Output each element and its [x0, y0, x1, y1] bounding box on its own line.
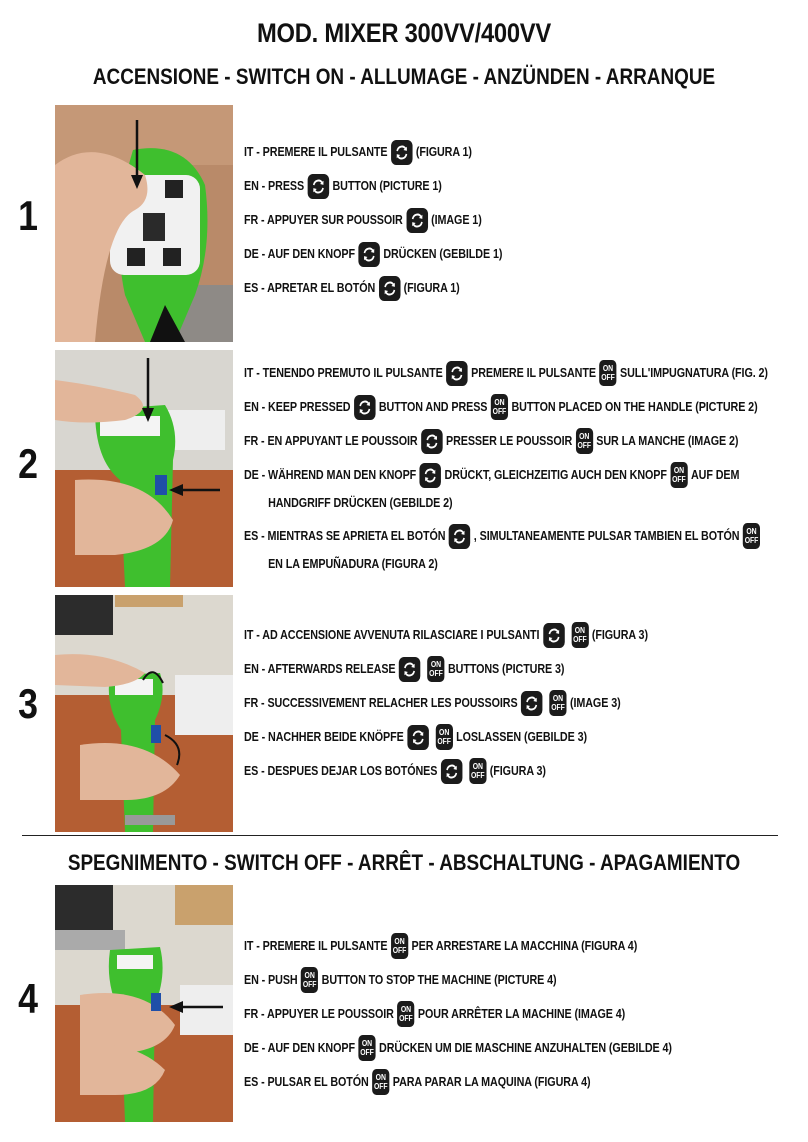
step-3-number: 3 [18, 680, 38, 727]
step-3-es: ES - DESPUES DEJAR LOS BOTÓNES ON OFF (FIGURA 3) [244, 757, 546, 785]
cycle-arrows-icon [446, 361, 468, 386]
step-1-it: IT - PREMERE IL PULSANTE (FIGURA 1) [244, 138, 472, 166]
cycle-arrows-icon [399, 657, 421, 682]
step-4-en: EN - PUSH ON OFF BUTTON TO STOP THE MACHINE (PICTURE 4) [244, 966, 557, 994]
on-off-icon: ON OFF [670, 462, 687, 488]
step-4-es: ES - PULSAR EL BOTÓN ON OFF PARA PARAR LA MAQUINA (FIGURA 4) [244, 1068, 590, 1096]
cycle-arrows-icon [407, 725, 429, 750]
on-off-icon: ON OFF [743, 523, 760, 549]
on-off-icon: ON OFF [436, 724, 453, 750]
cycle-arrows-icon [358, 242, 380, 267]
cycle-arrows-icon [391, 140, 413, 165]
step-3-de: DE - NACHHER BEIDE KNÖPFE ON OFF LOSLASSEN (GEBILDE 3) [244, 723, 587, 751]
cycle-arrows-icon [379, 276, 401, 301]
step-1-de: DE - AUF DEN KNOPF DRÜCKEN (GEBILDE 1) [244, 240, 502, 268]
cycle-arrows-icon [449, 524, 471, 549]
on-off-icon: ON OFF [372, 1069, 389, 1095]
step-2-fr: FR - EN APPUYANT LE POUSSOIR PRESSER LE POUSSOIR ON OFF SUR LA MANCHE (IMAGE 2) [244, 427, 738, 455]
step-1-fr: FR - APPUYER SUR POUSSOIR (IMAGE 1) [244, 206, 482, 234]
on-off-icon: ON OFF [469, 758, 486, 784]
on-off-icon: ON OFF [397, 1001, 414, 1027]
on-off-icon: ON OFF [576, 428, 593, 454]
figure-1-photo [55, 105, 233, 342]
page-title: MOD. MIXER 300VV/400VV [257, 18, 551, 48]
step-2-it: IT - TENENDO PREMUTO IL PULSANTE PREMERE IL PULSANTE ON OFF SULL'IMPUGNATURA (FIG. 2) [244, 359, 768, 387]
on-off-icon: ON OFF [427, 656, 444, 682]
switch-on-heading: ACCENSIONE - SWITCH ON - ALLUMAGE - ANZÜNDEN - ARRANQUE [92, 64, 716, 89]
step-2-es-cont: EN LA EMPUÑADURA (FIGURA 2) [268, 557, 438, 571]
step-3-en: EN - AFTERWARDS RELEASE ON OFF BUTTONS (PICTURE 3) [244, 655, 564, 683]
step-1-en: EN - PRESS BUTTON (PICTURE 1) [244, 172, 442, 200]
on-off-icon: ON OFF [599, 360, 616, 386]
switch-off-heading: SPEGNIMENTO - SWITCH OFF - ARRÊT - ABSCHALTUNG - APAGAMIENTO [67, 850, 741, 875]
step-2-number: 2 [18, 440, 38, 487]
figure-3-photo [55, 595, 233, 832]
cycle-arrows-icon [420, 463, 442, 488]
cycle-arrows-icon [308, 174, 330, 199]
step-4-fr: FR - APPUYER LE POUSSOIR ON OFF POUR ARRÊTER LA MACHINE (IMAGE 4) [244, 1000, 625, 1028]
step-2-es: ES - MIENTRAS SE APRIETA EL BOTÓN , SIMULTANEAMENTE PULSAR TAMBIEN EL BOTÓN ON OFF [244, 522, 764, 550]
step-3-it: IT - AD ACCENSIONE AVVENUTA RILASCIARE I PULSANTI ON OFF (FIGURA 3) [244, 621, 648, 649]
step-4-it: IT - PREMERE IL PULSANTE ON OFF PER ARRESTARE LA MACCHINA (FIGURA 4) [244, 932, 637, 960]
cycle-arrows-icon [521, 691, 543, 716]
step-2-en: EN - KEEP PRESSED BUTTON AND PRESS ON OFF BUTTON PLACED ON THE HANDLE (PICTURE 2) [244, 393, 758, 421]
cycle-arrows-icon [441, 759, 463, 784]
step-2-de-cont: HANDGRIFF DRÜCKEN (GEBILDE 2) [268, 496, 453, 510]
cycle-arrows-icon [406, 208, 428, 233]
step-2-de: DE - WÄHREND MAN DEN KNOPF DRÜCKT, GLEICHZEITIG AUCH DEN KNOPF ON OFF AUF DEM [244, 461, 739, 489]
cycle-arrows-icon [354, 395, 376, 420]
step-1-number: 1 [18, 192, 38, 239]
on-off-icon: ON OFF [549, 690, 566, 716]
section-divider [22, 835, 778, 836]
cycle-arrows-icon [421, 429, 443, 454]
step-4-de: DE - AUF DEN KNOPF ON OFF DRÜCKEN UM DIE MASCHINE ANZUHALTEN (GEBILDE 4) [244, 1034, 672, 1062]
cycle-arrows-icon [543, 623, 565, 648]
on-off-icon: ON OFF [301, 967, 318, 993]
on-off-icon: ON OFF [358, 1035, 375, 1061]
step-3-fr: FR - SUCCESSIVEMENT RELACHER LES POUSSOIRS ON OFF (IMAGE 3) [244, 689, 621, 717]
on-off-icon: ON OFF [491, 394, 508, 420]
on-off-icon: ON OFF [571, 622, 588, 648]
step-1-es: ES - APRETAR EL BOTÓN (FIGURA 1) [244, 274, 460, 302]
on-off-icon: ON OFF [391, 933, 408, 959]
step-4-number: 4 [18, 975, 38, 1022]
figure-2-photo [55, 350, 233, 587]
figure-4-photo [55, 885, 233, 1122]
